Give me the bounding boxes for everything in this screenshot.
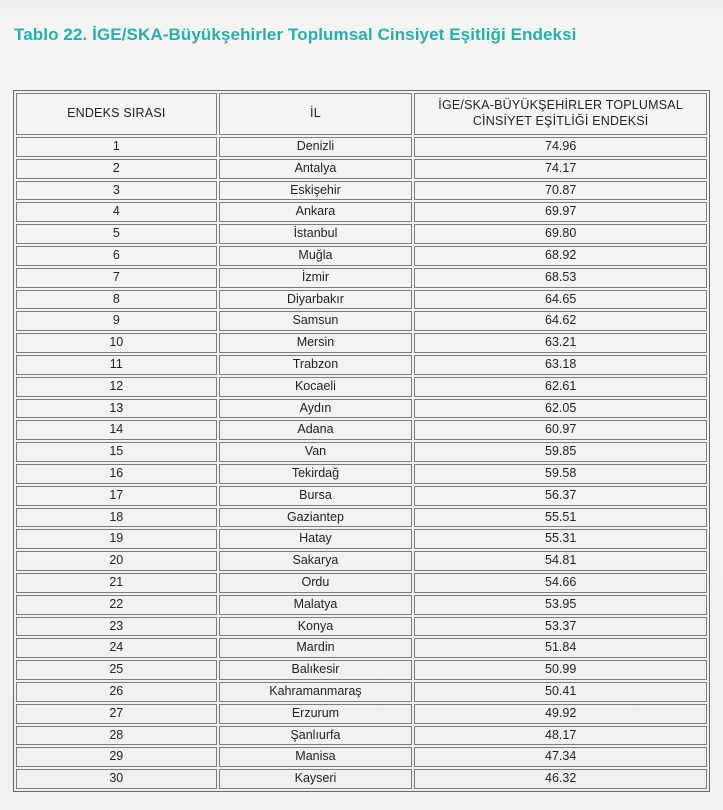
table-row — [16, 769, 707, 789]
index-value-cell: 62.61 — [414, 377, 707, 397]
city-cell: Aydın — [219, 399, 413, 419]
rank-cell: 15 — [16, 442, 217, 462]
index-value-cell: 68.53 — [414, 268, 707, 288]
city-cell: Tekirdağ — [219, 464, 413, 484]
page-title: Tablo 22. İGE/SKA-Büyükşehirler Toplumsal Cinsiyet Eşitliği Endeksi — [14, 25, 577, 44]
index-table — [13, 90, 710, 792]
index-value-cell: 46.32 — [414, 769, 707, 789]
city-cell: Van — [219, 442, 413, 462]
rank-cell: 17 — [16, 486, 217, 506]
table-row — [16, 442, 707, 462]
index-value-cell: 64.65 — [414, 290, 707, 310]
table-row — [16, 311, 707, 331]
table-row — [16, 181, 707, 201]
header-index-value: İGE/SKA-BÜYÜKŞEHİRLER TOPLUMSAL CİNSİYET EŞİTLİĞİ ENDEKSİ — [414, 93, 707, 135]
index-value-cell: 48.17 — [414, 726, 707, 746]
rank-cell: 22 — [16, 595, 217, 615]
rank-cell: 12 — [16, 377, 217, 397]
index-value-cell: 55.31 — [414, 529, 707, 549]
city-cell: Kocaeli — [219, 377, 413, 397]
rank-cell: 11 — [16, 355, 217, 375]
table-row — [16, 617, 707, 637]
index-value-cell: 49.92 — [414, 704, 707, 724]
city-cell: Muğla — [219, 246, 413, 266]
city-cell: Sakarya — [219, 551, 413, 571]
city-cell: Erzurum — [219, 704, 413, 724]
city-cell: Hatay — [219, 529, 413, 549]
table-row — [16, 355, 707, 375]
rank-cell: 26 — [16, 682, 217, 702]
city-cell: Manisa — [219, 747, 413, 767]
table-row — [16, 726, 707, 746]
table-row — [16, 464, 707, 484]
table-row — [16, 202, 707, 222]
table-row — [16, 747, 707, 767]
city-cell: Kahramanmaraş — [219, 682, 413, 702]
city-cell: Adana — [219, 420, 413, 440]
index-value-cell: 53.37 — [414, 617, 707, 637]
rank-cell: 28 — [16, 726, 217, 746]
index-value-cell: 60.97 — [414, 420, 707, 440]
city-cell: Samsun — [219, 311, 413, 331]
index-value-cell: 54.66 — [414, 573, 707, 593]
table-row — [16, 333, 707, 353]
table-row — [16, 704, 707, 724]
rank-cell: 4 — [16, 202, 217, 222]
city-cell: İstanbul — [219, 224, 413, 244]
table-row — [16, 290, 707, 310]
index-value-cell: 55.51 — [414, 508, 707, 528]
city-cell: Malatya — [219, 595, 413, 615]
rank-cell: 30 — [16, 769, 217, 789]
index-table-body — [16, 137, 707, 789]
table-row — [16, 399, 707, 419]
city-cell: Mardin — [219, 638, 413, 658]
index-value-cell: 50.41 — [414, 682, 707, 702]
rank-cell: 24 — [16, 638, 217, 658]
rank-cell: 13 — [16, 399, 217, 419]
rank-cell: 5 — [16, 224, 217, 244]
index-value-cell: 56.37 — [414, 486, 707, 506]
index-value-cell: 74.96 — [414, 137, 707, 157]
index-value-cell: 50.99 — [414, 660, 707, 680]
rank-cell: 19 — [16, 529, 217, 549]
index-value-cell: 53.95 — [414, 595, 707, 615]
table-row — [16, 682, 707, 702]
table-row — [16, 420, 707, 440]
index-value-cell: 51.84 — [414, 638, 707, 658]
table-row — [16, 660, 707, 680]
index-value-cell: 47.34 — [414, 747, 707, 767]
city-cell: Diyarbakır — [219, 290, 413, 310]
city-cell: Gaziantep — [219, 508, 413, 528]
rank-cell: 18 — [16, 508, 217, 528]
rank-cell: 8 — [16, 290, 217, 310]
rank-cell: 27 — [16, 704, 217, 724]
table-row — [16, 529, 707, 549]
table-row — [16, 137, 707, 157]
index-value-cell: 69.97 — [414, 202, 707, 222]
index-table-header — [16, 93, 707, 135]
rank-cell: 20 — [16, 551, 217, 571]
city-cell: Trabzon — [219, 355, 413, 375]
table-row — [16, 224, 707, 244]
city-cell: Mersin — [219, 333, 413, 353]
city-cell: İzmir — [219, 268, 413, 288]
index-value-cell: 59.58 — [414, 464, 707, 484]
table-row — [16, 573, 707, 593]
city-cell: Eskişehir — [219, 181, 413, 201]
city-cell: Balıkesir — [219, 660, 413, 680]
table-row — [16, 268, 707, 288]
index-value-cell: 59.85 — [414, 442, 707, 462]
index-value-cell: 62.05 — [414, 399, 707, 419]
table-row — [16, 377, 707, 397]
header-city: İL — [219, 93, 413, 135]
index-value-cell: 63.21 — [414, 333, 707, 353]
table-row — [16, 595, 707, 615]
index-value-cell: 63.18 — [414, 355, 707, 375]
city-cell: Bursa — [219, 486, 413, 506]
city-cell: Şanlıurfa — [219, 726, 413, 746]
table-row — [16, 551, 707, 571]
city-cell: Konya — [219, 617, 413, 637]
rank-cell: 3 — [16, 181, 217, 201]
table-row — [16, 486, 707, 506]
index-value-cell: 64.62 — [414, 311, 707, 331]
city-cell: Denizli — [219, 137, 413, 157]
rank-cell: 7 — [16, 268, 217, 288]
rank-cell: 6 — [16, 246, 217, 266]
table-row — [16, 246, 707, 266]
rank-cell: 14 — [16, 420, 217, 440]
rank-cell: 25 — [16, 660, 217, 680]
city-cell: Kayseri — [219, 769, 413, 789]
table-row — [16, 508, 707, 528]
rank-cell: 21 — [16, 573, 217, 593]
city-cell: Ankara — [219, 202, 413, 222]
rank-cell: 2 — [16, 159, 217, 179]
index-value-cell: 70.87 — [414, 181, 707, 201]
rank-cell: 1 — [16, 137, 217, 157]
rank-cell: 23 — [16, 617, 217, 637]
index-value-cell: 69.80 — [414, 224, 707, 244]
table-row — [16, 159, 707, 179]
header-row — [16, 93, 707, 135]
city-cell: Ordu — [219, 573, 413, 593]
rank-cell: 29 — [16, 747, 217, 767]
table-row — [16, 638, 707, 658]
rank-cell: 9 — [16, 311, 217, 331]
index-value-cell: 74.17 — [414, 159, 707, 179]
index-value-cell: 54.81 — [414, 551, 707, 571]
rank-cell: 10 — [16, 333, 217, 353]
rank-cell: 16 — [16, 464, 217, 484]
header-rank: ENDEKS SIRASI — [16, 93, 217, 135]
index-value-cell: 68.92 — [414, 246, 707, 266]
city-cell: Antalya — [219, 159, 413, 179]
